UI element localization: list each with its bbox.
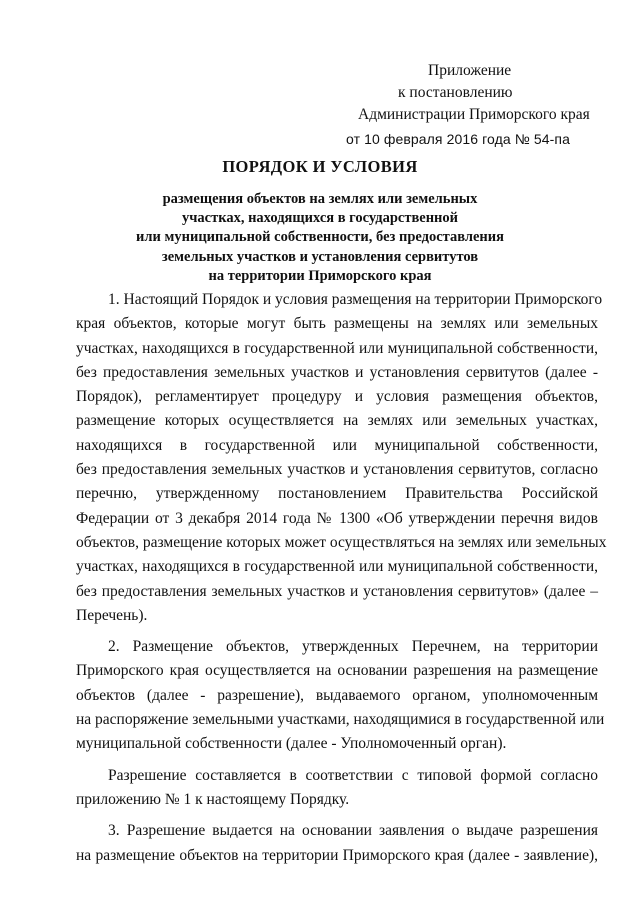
paragraph-line: объектов (далее - разрешение), выдаваемого органом, уполномоченным: [76, 686, 598, 704]
paragraph-3: [76, 764, 598, 813]
paragraph-line: 2. Размещение объектов, утвержденных Перечнем, на территории: [108, 638, 598, 656]
paragraph-2: [76, 635, 605, 756]
paragraph-line: на распоряжение земельными участками, находящимися в государственной или: [76, 711, 605, 729]
paragraph-line: без предоставления земельных участков и установления сервитутов (далее -: [76, 363, 598, 381]
paragraph-line: Разрешение составляется в соответствии с типовой формой согласно: [108, 766, 598, 784]
document-subtitle: [0, 190, 640, 286]
paragraph-line: находящихся в государственной или муниципальной собственности,: [76, 436, 598, 454]
paragraph-line: муниципальной собственности (далее - Уполномоченный орган).: [76, 735, 507, 753]
paragraph-line: 3. Разрешение выдается на основании заявления о выдаче разрешения: [108, 822, 598, 840]
paragraph-line: на размещение объектов на территории Приморского края (далее - заявление),: [76, 846, 598, 864]
paragraph-line: края объектов, которые могут быть размещены на землях или земельных: [76, 315, 598, 333]
paragraph-line: Перечень).: [76, 606, 148, 624]
document-body: [76, 288, 607, 868]
document-title: ПОРЯДОК И УСЛОВИЯ: [222, 157, 418, 176]
paragraph-line: без предоставления земельных участков и установления сервитутов» (далее –: [76, 582, 598, 600]
paragraph-line: участках, находящихся в государственной или муниципальной собственности,: [76, 558, 598, 576]
appendix-date-number: от 10 февраля 2016 года № 54-па: [346, 131, 570, 147]
paragraph-line: Федерации от 3 декабря 2014 года № 1300 «Об утверждении перечня видов: [76, 509, 598, 527]
paragraph-line: Порядок), регламентирует процедуру и условия размещения объектов,: [76, 388, 598, 406]
paragraph-line: 1. Настоящий Порядок и условия размещения на территории Приморского: [108, 291, 603, 308]
subtitle-line: или муниципальной собственности, без предоставления: [136, 229, 504, 246]
appendix-to-decree: к постановлению: [398, 84, 513, 101]
paragraph-line: Приморского края осуществляется на основании разрешения на размещение: [76, 662, 598, 680]
paragraph-4: [76, 819, 598, 868]
paragraph-line: участках, находящихся в государственной или муниципальной собственности,: [76, 339, 598, 357]
paragraph-line: без предоставления земельных участков и установления сервитутов, согласно: [76, 461, 598, 479]
subtitle-line: размещения объектов на землях или земельных: [162, 191, 478, 207]
appendix-block: [340, 60, 620, 150]
paragraph-line: объектов, размещение которых может осуществляться на землях или земельных: [76, 533, 607, 551]
paragraph-line: приложению № 1 к настоящему Порядку.: [76, 790, 350, 808]
appendix-authority: Администрации Приморского края: [358, 106, 590, 123]
paragraph-line: перечню, утвержденному постановлением Правительства Российской: [76, 485, 598, 503]
paragraph-line: размещение которых осуществляется на землях или земельных участках,: [76, 412, 598, 430]
subtitle-line: участках, находящихся в государственной: [181, 210, 459, 227]
paragraph-1: [76, 288, 607, 628]
appendix-label: Приложение: [428, 62, 512, 79]
subtitle-line: земельных участков и установления сервитутов: [161, 248, 479, 265]
subtitle-line: на территории Приморского края: [208, 267, 432, 284]
